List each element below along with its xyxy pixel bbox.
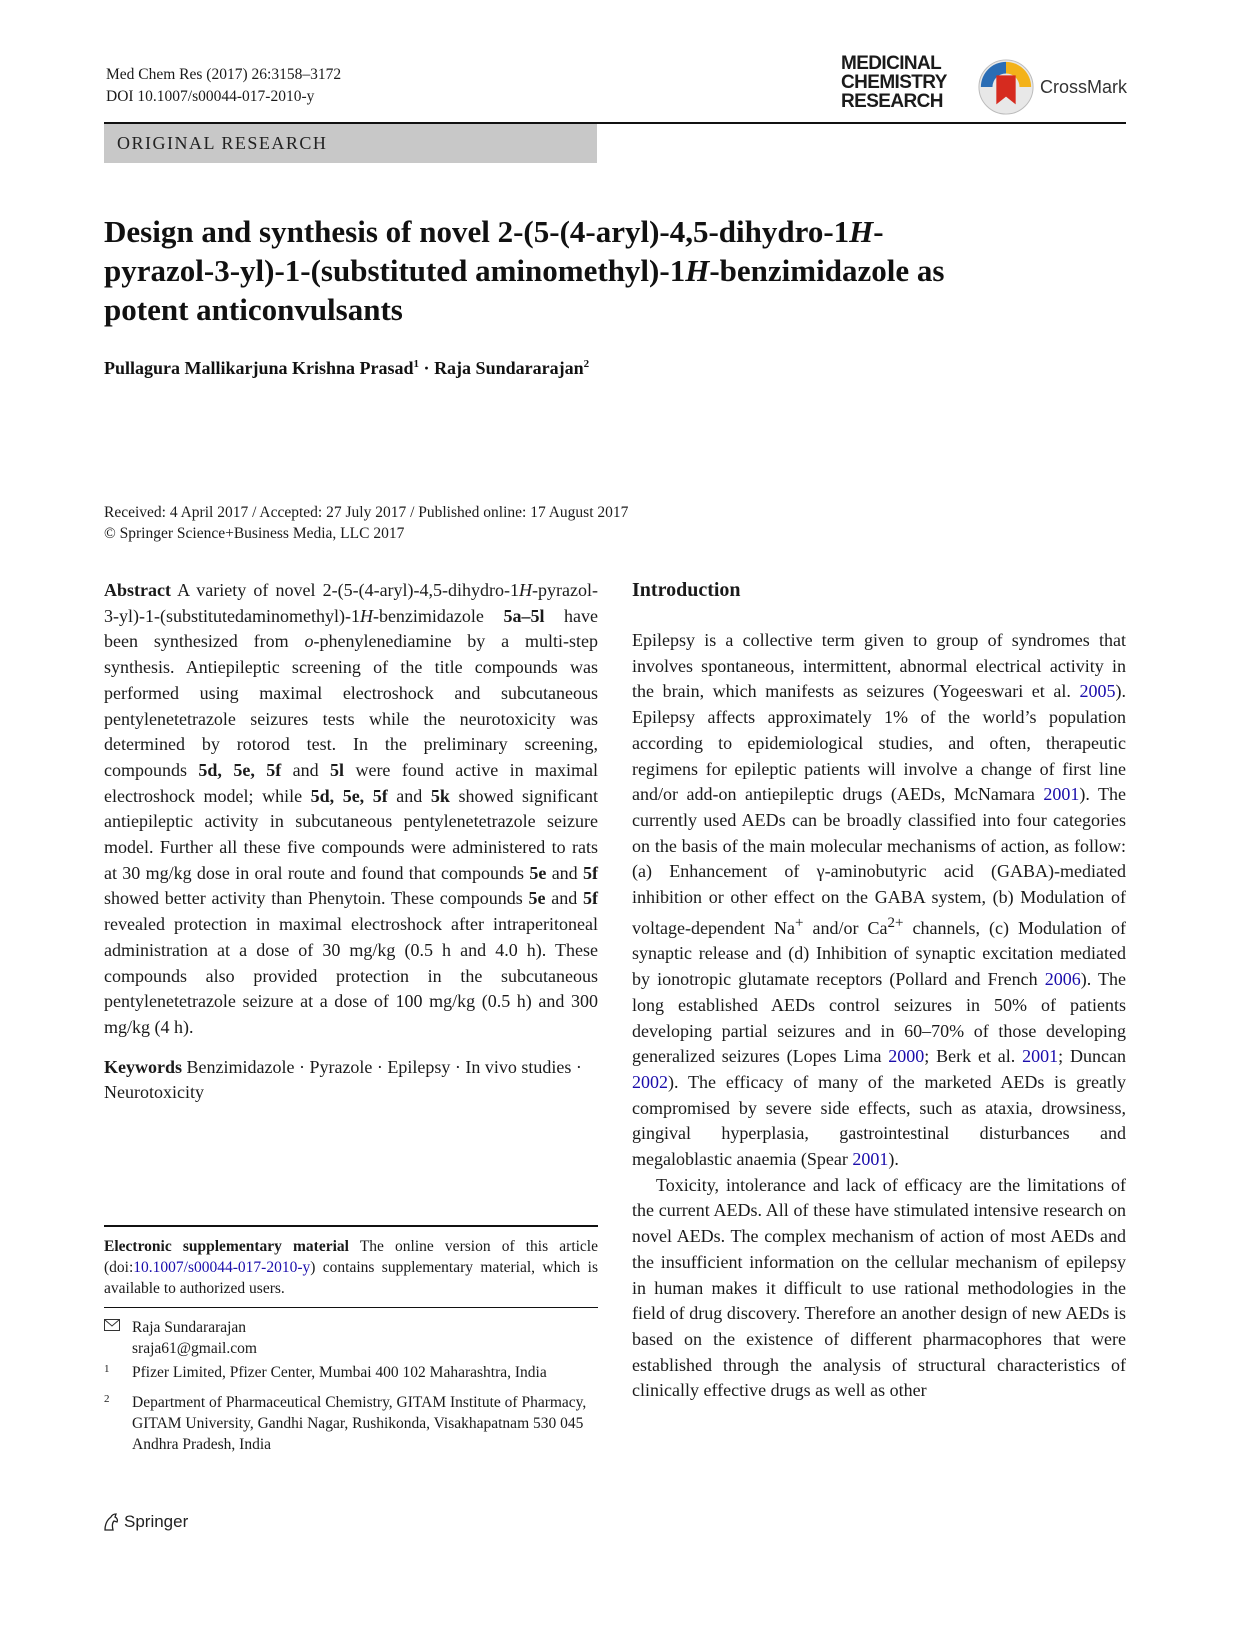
- springer-horse-icon: [102, 1512, 120, 1532]
- publication-dates: [104, 502, 628, 544]
- journal-brand: [841, 52, 1126, 120]
- article-title: [104, 212, 1104, 329]
- publisher-footer: [102, 1512, 188, 1532]
- citation-link[interactable]: 2006: [1044, 969, 1081, 990]
- copyright-line: © Springer Science+Business Media, LLC 2017: [104, 525, 405, 542]
- crossmark-icon[interactable]: [977, 58, 1035, 116]
- right-column: [632, 578, 1126, 1404]
- author-name[interactable]: Raja Sundararajan: [434, 358, 584, 378]
- dates-line: Received: 4 April 2017 / Accepted: 27 July 2017 / Published online: 17 August 2017: [104, 504, 629, 521]
- affiliation: [104, 1362, 598, 1383]
- title-line-2: pyrazol-3-yl)-1-(substituted aminomethyl)-1H-benzimidazole as: [104, 253, 945, 288]
- contact-name: Raja Sundararajan: [132, 1319, 247, 1336]
- abstract: Abstract A variety of novel 2-(5-(4-aryl)-4,5-dihydro-1H-pyrazol-3-yl)-1-(substitutedaminomethyl)-1H-benzimidazole 5a–5l have been synthesized from o-phenylenediamine by a multi-step synthesis. Antiepileptic screening of the title compounds was performed using maximal electroshock and subcutaneous pentylenetetrazole seizures tests while the neurotoxicity was determined by rotorod test. In the preliminary screening, compounds 5d, 5e, 5f and 5l were found active in maximal electroshock model; while 5d, 5e, 5f and 5k showed significant antiepileptic activity in subcutaneous pentylenetetrazole seizure model. Further all these five compounds were administered to rats at 30 mg/kg dose in oral route and found that compounds 5e and 5f showed better activity than Phenytoin. These compounds 5e and 5f revealed protection in maximal electroshock after intraperitoneal administration at a dose of 30 mg/kg (0.5 h and 4.0 h). These compounds also provided protection in the subcutaneous pentylenetetrazole seizure at a dose of 100 mg/kg (0.5 h) and 300 mg/kg (4 h).: [104, 580, 598, 1037]
- affiliation-number: 1: [104, 1363, 110, 1375]
- supplementary-note: Electronic supplementary material The online version of this article (doi:10.1007/s00044-017-2010-y) contains supplementary material, which is available to authorized users.: [104, 1238, 598, 1297]
- author-separator: ·: [423, 358, 435, 378]
- author-affil-sup: 1: [413, 358, 420, 370]
- contact-email[interactable]: sraja61@gmail.com: [132, 1340, 257, 1357]
- affiliation-divider: [104, 1307, 598, 1308]
- corresponding-author: [104, 1317, 598, 1359]
- crossmark-label[interactable]: CrossMark: [1040, 77, 1128, 97]
- supplementary-doi-link[interactable]: 10.1007/s00044-017-2010-y: [133, 1259, 311, 1276]
- title-line-1: Design and synthesis of novel 2-(5-(4-aryl)-4,5-dihydro-1H-: [104, 214, 884, 249]
- journal-logo-text: MEDICINAL CHEMISTRY RESEARCH: [841, 53, 947, 112]
- author-list: [104, 358, 589, 379]
- doi: DOI 10.1007/s00044-017-2010-y: [106, 88, 315, 105]
- journal-citation: [106, 64, 341, 108]
- affiliation-number: 2: [104, 1393, 110, 1405]
- publisher-name: Springer: [124, 1512, 189, 1531]
- citation-link[interactable]: 2001: [1022, 1046, 1059, 1067]
- citation-link[interactable]: 2001: [1043, 784, 1080, 805]
- citation-link[interactable]: 2005: [1079, 681, 1116, 702]
- affiliation: [104, 1392, 598, 1455]
- affiliation-text: Department of Pharmaceutical Chemistry, GITAM Institute of Pharmacy, GITAM University, Gandhi Nagar, Rushikonda, Visakhapatnam 530 045 Andhra Pradesh, India: [132, 1394, 587, 1453]
- intro-paragraph-2: Toxicity, intolerance and lack of efficacy are the limitations of the current AEDs. All of these have stimulated intensive research on novel AEDs. The complex mechanism of action of most AEDs and the insufficient information on the cellular mechanism of epilepsy in human makes it difficult to use rational methodologies in the field of drug discovery. Therefore an another design of new AEDs is based on the existence of different pharmacophores that were established through the analysis of structural characteristics of clinically effective drugs as well as other: [632, 1174, 1126, 1401]
- footnote-divider: [104, 1225, 598, 1227]
- intro-paragraph-1: Epilepsy is a collective term given to group of syndromes that involves spontaneous, intermittent, abnormal electrical activity in the brain, which manifests as seizures (Yogeeswari et al. 2005). Epilepsy affects approximately 1% of the world’s population according to epidemiological studies, and often, therapeutic regimens for epileptic patients will involve a change of first line and/or add-on antiepileptic drugs (AEDs, McNamara 2001). The currently used AEDs can be broadly classified into four categories on the basis of the main molecular mechanisms of action, as follow: (a) Enhancement of γ-aminobutyric acid (GABA)-mediated inhibition or other effect on the GABA system, (b) Modulation of voltage-dependent Na+ and/or $Ca^{2+}$ channels, (c) Modulation of synaptic release and (d) Inhibition of synaptic excitation mediated by ionotropic glutamate receptors (Pollard and French 2006). The long established AEDs control seizures in 50% of patients developing partial seizures and in 60–70% of those developing generalized seizures (Lopes Lima 2000; Berk et al. 2001; Duncan 2002). The efficacy of many of the marketed AEDs is greatly compromised by severe side effects, such as ataxia, drowsiness, gingival hyperplasia, gastrointestinal disturbances and megaloblastic anaemia (Spear 2001).: [632, 630, 1127, 1170]
- citation-link[interactable]: 2001: [852, 1149, 889, 1170]
- introduction-heading: Introduction: [632, 579, 741, 601]
- citation-link[interactable]: 2000: [888, 1046, 925, 1067]
- envelope-icon: [104, 1317, 132, 1359]
- left-column: [104, 578, 598, 1106]
- citation-link[interactable]: 2002: [632, 1071, 668, 1092]
- title-line-3: potent anticonvulsants: [104, 292, 403, 327]
- keywords: Keywords Benzimidazole · Pyrazole · Epilepsy · In vivo studies · Neurotoxicity: [104, 1056, 582, 1103]
- author-affil-sup: 2: [583, 358, 590, 370]
- affiliation-text: Pfizer Limited, Pfizer Center, Mumbai 400 102 Maharashtra, India: [132, 1364, 547, 1381]
- author-name[interactable]: Pullagura Mallikarjuna Krishna Prasad: [104, 358, 414, 378]
- section-label: ORIGINAL RESEARCH: [104, 124, 597, 163]
- journal-ref: Med Chem Res (2017) 26:3158–3172: [106, 66, 342, 83]
